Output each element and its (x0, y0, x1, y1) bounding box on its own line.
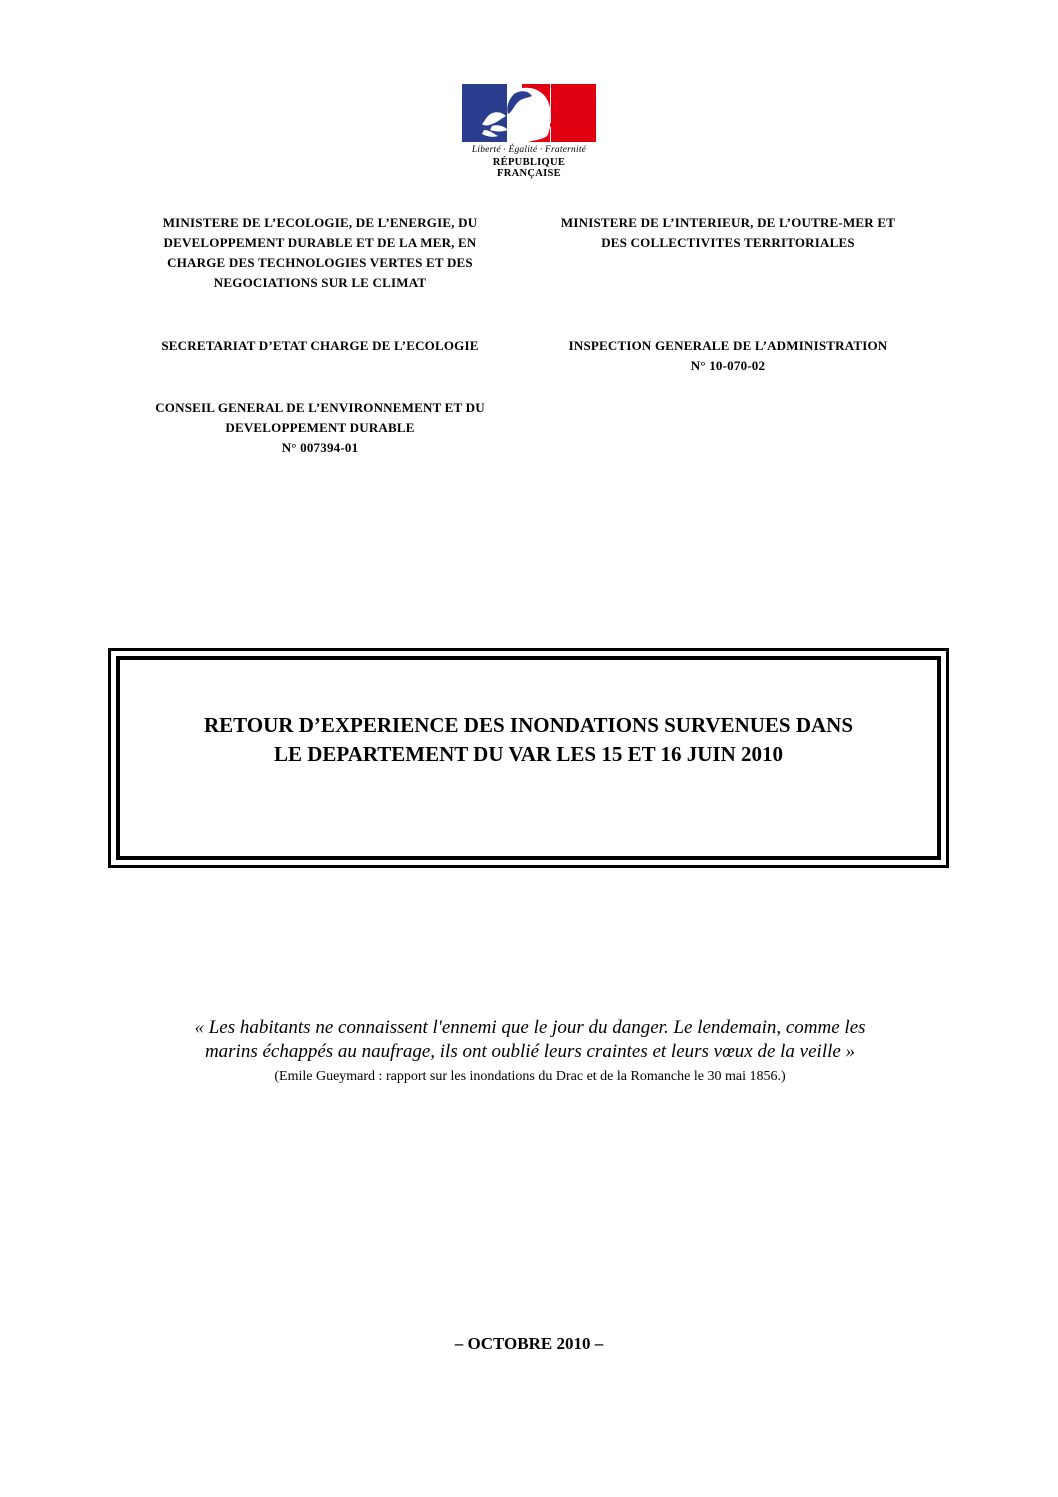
quote-line: marins échappés au naufrage, ils ont oublié leurs craintes et leurs vœux de la veille » (204, 1041, 856, 1062)
council-line: DEVELOPPEMENT DURABLE (225, 420, 415, 435)
logo-republic-name: RÉPUBLIQUE FRANÇAISE (492, 157, 566, 179)
left-ministry-line: NEGOCIATIONS SUR LE CLIMAT (213, 275, 427, 290)
report-title-line: LE DEPARTEMENT DU VAR LES 15 ET 16 JUIN 2010 (273, 742, 783, 766)
right-ministry-line: DES COLLECTIVITES TERRITORIALES (601, 235, 855, 250)
secretariat-heading: SECRETARIAT D’ETAT CHARGE DE L’ECOLOGIE (161, 338, 479, 353)
quote-citation: (Emile Gueymard : rapport sur les inondations du Drac et de la Romanche le 30 mai 1856.) (274, 1069, 786, 1084)
left-ministry-line: DEVELOPPEMENT DURABLE ET DE LA MER, EN (163, 235, 477, 250)
report-title-line: RETOUR D’EXPERIENCE DES INONDATIONS SURVENUES DANS (203, 713, 854, 737)
title-frame (108, 648, 949, 868)
marianne-flag-icon (462, 84, 596, 142)
epigraph-quote (80, 1016, 980, 1064)
council-block (110, 398, 530, 458)
inspection-block (528, 336, 928, 376)
report-date: – OCTOBRE 2010 – (454, 1334, 604, 1353)
council-line: CONSEIL GENERAL DE L’ENVIRONNEMENT ET DU (155, 400, 485, 415)
republique-francaise-logo (462, 84, 596, 179)
inspection-number: N° 10-070-02 (690, 358, 766, 373)
logo-motto: Liberté · Égalité · Fraternité (471, 145, 587, 155)
right-ministry-heading (528, 213, 928, 253)
left-ministry-heading (110, 213, 530, 293)
right-ministry-line: MINISTERE DE L’INTERIEUR, DE L’OUTRE-MER ET (560, 215, 896, 230)
quote-line: « Les habitants ne connaissent l'ennemi que le jour du danger. Le lendemain, comme les (194, 1017, 866, 1038)
report-title (111, 711, 946, 769)
council-number: N° 007394-01 (281, 440, 359, 455)
left-ministry-line: CHARGE DES TECHNOLOGIES VERTES ET DES (167, 255, 473, 270)
left-ministry-line: MINISTERE DE L’ECOLOGIE, DE L’ENERGIE, DU (162, 215, 478, 230)
inspection-heading: INSPECTION GENERALE DE L’ADMINISTRATION (568, 338, 888, 353)
